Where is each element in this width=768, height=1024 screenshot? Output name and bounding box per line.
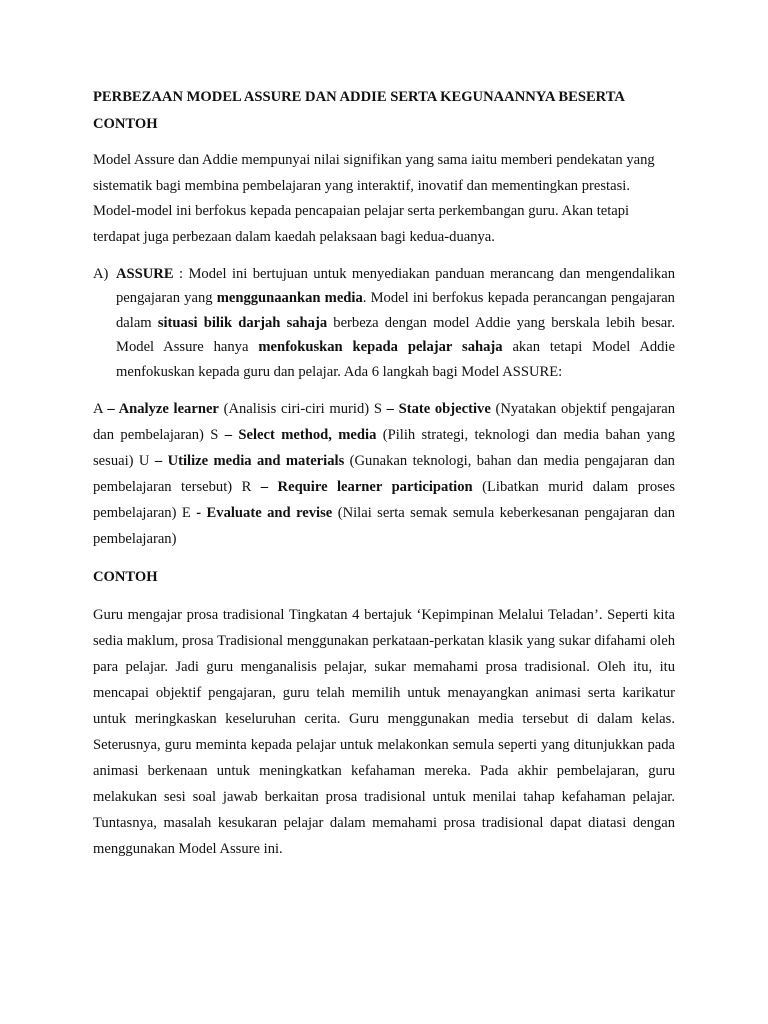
step-name: Select method, media [238,427,377,444]
step-letter: S [373,401,387,418]
step-name: State objective [398,401,491,418]
step-separator: – [107,401,119,418]
list-marker: A) [93,266,109,282]
step-description: (Libatkan murid dalam proses pembelajaran) [93,479,676,522]
step-description: (Analisis ciri-ciri murid) [218,401,374,418]
assure-steps [93,396,675,552]
assure-bold-3: menfokuskan kepada pelajar sahaja [258,339,503,356]
step-name: Require learner participation [277,479,473,496]
assure-text-1: : Model ini bertujuan untuk menyediakan panduan merancang dan mengendalikan pengajaran yang [116,266,675,307]
step-description: (Nyatakan objektif pengajaran dan pembelajaran) [93,401,676,444]
assure-text-3: berbeza dengan model Addie yang berskala lebih besar. Model Assure hanya [116,314,675,356]
assure-text-2: . Model ini berfokus kepada perancangan pengajaran dalam [116,290,675,331]
assure-bold-1: menggunaankan media [216,290,363,307]
step-name: Analyze learner [118,401,219,418]
step-separator: – [260,479,278,496]
intro-paragraph: Model Assure dan Addie mempunyai nilai signifikan yang sama iaitu memberi pendekatan yang sistematik bagi membina pembelajaran yang interaktif, inovatif dan mementingkan prestasi. Model-model ini berfokus kepada pencapaian pelajar serta perkembangan guru. Akan tetapi terdapat juga perbezaan dalam kaedah pelaksaan bagi kedua-duanya. [93,152,655,245]
step-description: (Pilih strategi, teknologi dan media bahan yang sesuai) [93,427,676,470]
step-letter: S [210,427,225,444]
step-separator: - [196,505,207,522]
step-letter: U [138,453,155,470]
assure-section [93,262,675,384]
step-letter: E [181,505,197,522]
assure-text-4: akan tetapi Model Addie menfokuskan kepada guru dan pelajar. Ada 6 langkah bagi Model ASSURE: [116,339,676,380]
step-description: (Nilai serta semak semula keberkesanan pengajaran dan pembelajaran) [93,505,675,548]
example-heading: CONTOH [93,569,158,586]
step-separator: – [386,401,399,418]
example-paragraph: Guru mengajar prosa tradisional Tingkatan 4 bertajuk ‘Kepimpinan Melalui Teladan’. Seperti kita sedia maklum, prosa Tradisional menggunakan perkataan-perkatan klasik yang sukar difahami oleh para pelajar. Jadi guru menganalisis pelajar, sukar memahami prosa tradisional. Oleh itu, itu mencapai objektif pengajaran, guru telah memilih untuk menayangkan animasi serta karikatur untuk meringkaskan keseluruhan cerita. Guru menggunakan media tersebut di dalam kelas. Seterusnya, guru meminta kepada pelajar untuk melakonkan semula seperti yang ditunjukkan pada animasi berkenaan untuk meningkatkan kefahaman mereka. Pada akhir pembelajaran, guru melakukan sesi soal jawab berkaitan prosa tradisional untuk menilai tahap kefahaman pelajar. Tuntasnya, masalah kesukaran pelajar dalam memahami prosa tradisional dapat diatasi dengan menggunakan Model Assure ini. [93,607,675,858]
assure-term: ASSURE [116,266,174,282]
document-title: PERBEZAAN MODEL ASSURE DAN ADDIE SERTA KEGUNAANNYA BESERTA CONTOH [93,89,625,132]
assure-bold-2: situasi bilik darjah sahaja [157,314,328,331]
step-letter: R [241,479,261,496]
step-separator: – [154,453,168,470]
step-name: Evaluate and revise [206,505,333,522]
step-name: Utilize media and materials [167,453,345,470]
step-separator: – [224,427,239,444]
step-description: (Gunakan teknologi, bahan dan media pengajaran dan pembelajaran tersebut) [93,453,675,496]
step-letter: A [93,401,108,418]
